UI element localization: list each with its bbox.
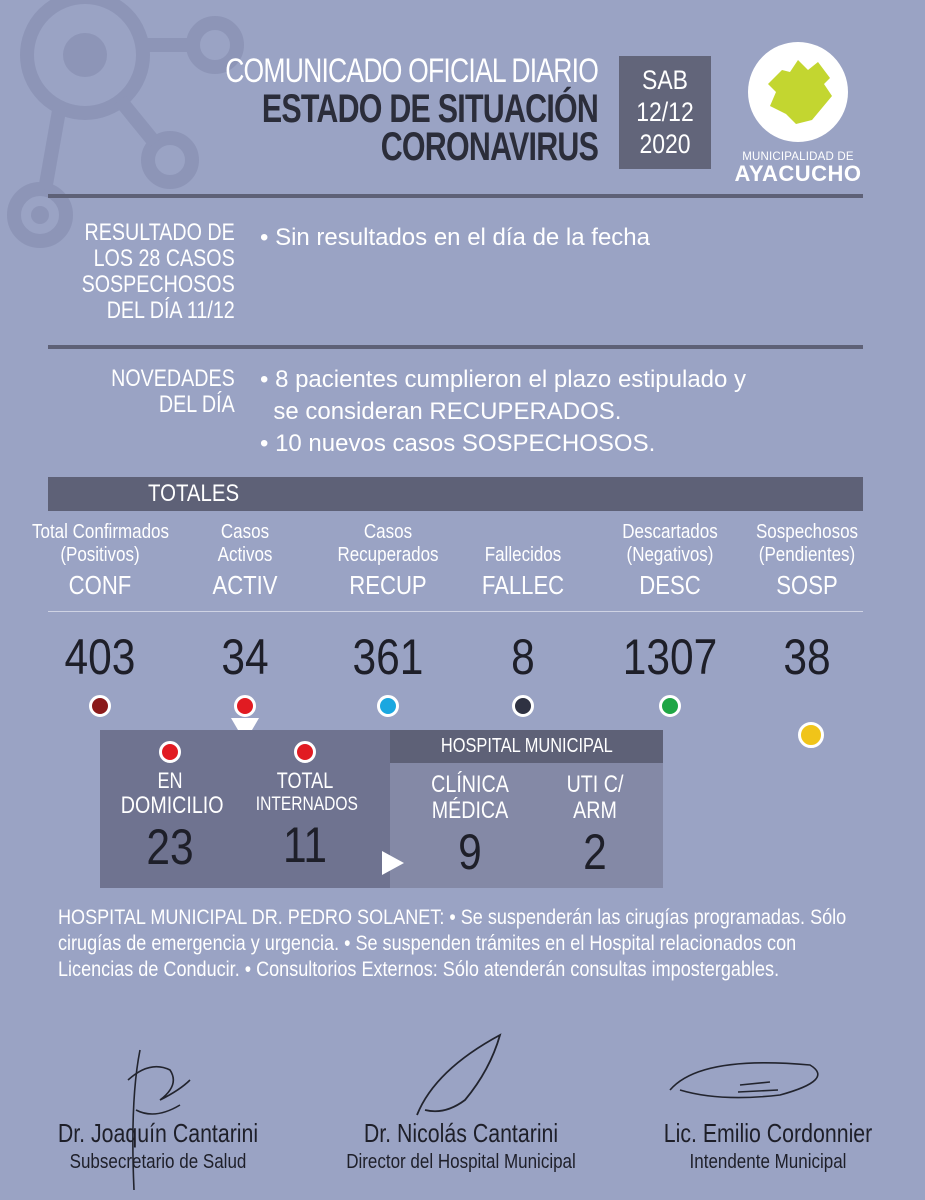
hospital-note: [58, 905, 868, 983]
hospitalized-cases: [245, 741, 365, 873]
status-dot-icon: [234, 695, 256, 717]
note-line: Licencias de Conducir. • Consultorios Externos: Sólo atenderán consultas impostergables.: [58, 958, 780, 981]
column-label-2: Fallecidos: [484, 544, 562, 566]
logo-emblem-icon: [746, 40, 850, 144]
total-column-sosp: [727, 521, 887, 685]
logo-text-1: MUNICIPALIDAD DE: [742, 151, 854, 163]
red-dot-icon: [159, 741, 181, 763]
hospital-header: [390, 730, 663, 763]
note-line: cirugías de emergencia y urgencia. • Se suspenden trámites en el Hospital relacionados con: [58, 932, 797, 955]
total-column-desc: [590, 521, 750, 717]
home-label-1: EN: [157, 768, 183, 793]
total-column-conf: [20, 521, 180, 717]
signatory-name: Dr. Joaquín Cantarini: [57, 1118, 259, 1148]
news-item: • 10 nuevos casos SOSPECHOSOS.: [260, 430, 656, 457]
home-label-2: DOMICILIO: [120, 792, 224, 819]
column-value: 1307: [622, 629, 718, 685]
icu-value: 2: [583, 824, 607, 880]
sosp-dot-icon: [798, 722, 824, 748]
total-column-activ: [165, 521, 325, 717]
clinic-label-2: MÉDICA: [431, 797, 509, 824]
clinic-cases: [410, 772, 530, 880]
column-label-1: Sospechosos: [755, 521, 859, 543]
column-label-2: Activos: [217, 544, 273, 566]
signature-scribble-2: [405, 1030, 515, 1120]
signature-3: [618, 1118, 918, 1176]
divider-1: [48, 194, 863, 198]
total-column-fallec: [443, 521, 603, 717]
column-value: 34: [221, 629, 269, 685]
icu-cases: [535, 772, 655, 880]
hospitalized-label-2: INTERNADOS: [255, 794, 358, 815]
signatory-name: Dr. Nicolás Cantarini: [363, 1118, 559, 1148]
clinic-label-1: CLÍNICA: [431, 771, 509, 798]
divider-2: [48, 345, 863, 349]
column-value: 8: [511, 629, 535, 685]
header-line-2: ESTADO DE SITUACIÓN: [261, 87, 598, 131]
results-body: [260, 222, 650, 254]
news-body: [260, 364, 746, 460]
column-code: SOSP: [776, 570, 838, 600]
signatory-name: Lic. Emilio Cordonnier: [663, 1118, 873, 1148]
news-label-line: DEL DÍA: [159, 391, 235, 418]
home-value: 23: [146, 819, 194, 875]
arrow-right-icon: [382, 851, 404, 875]
results-label-line: SOSPECHOSOS: [81, 271, 235, 298]
date-day: SAB: [642, 65, 688, 95]
column-code: FALLEC: [481, 570, 565, 600]
header-line-3: CORONAVIRUS: [380, 125, 598, 169]
note-line: HOSPITAL MUNICIPAL DR. PEDRO SOLANET: • Se suspenderán las cirugías programadas. Sólo: [58, 906, 847, 929]
status-dot-icon: [512, 695, 534, 717]
totals-bar: [48, 477, 863, 511]
results-label-line: DEL DÍA 11/12: [107, 297, 235, 324]
column-value: 361: [352, 629, 424, 685]
news-label-line: NOVEDADES: [111, 365, 235, 392]
signatory-role: Subsecretario de Salud: [69, 1151, 247, 1173]
column-label-1: Descartados: [622, 521, 718, 543]
date-daymonth: 12/12: [636, 97, 694, 127]
signatory-role: Director del Hospital Municipal: [346, 1151, 576, 1173]
column-value: 403: [64, 629, 136, 685]
signature-scribble-3: [660, 1050, 840, 1110]
column-code: CONF: [68, 570, 132, 600]
header-title-block: [120, 52, 598, 169]
column-code: DESC: [639, 570, 701, 600]
results-label-line: LOS 28 CASOS: [93, 245, 235, 272]
hospitalized-label-1: TOTAL: [276, 768, 334, 793]
status-dot-icon: [89, 695, 111, 717]
icu-label-1: UTI C/: [566, 771, 624, 798]
signature-1: [8, 1118, 308, 1176]
status-dot-icon: [659, 695, 681, 717]
icu-label-2: ARM: [573, 797, 617, 824]
column-code: RECUP: [349, 570, 427, 600]
totals-title: TOTALES: [148, 480, 240, 507]
news-label: [84, 366, 235, 418]
column-label-1: Total Confirmados: [32, 521, 170, 543]
hospitalized-value: 11: [282, 817, 328, 873]
column-label-1: Casos: [220, 521, 270, 543]
results-item: • Sin resultados en el día de la fecha: [260, 224, 650, 251]
results-label: [48, 220, 235, 324]
news-item: • 8 pacientes cumplieron el plazo estipulado y: [260, 366, 747, 393]
signature-2: [311, 1118, 611, 1176]
clinic-value: 9: [458, 824, 482, 880]
news-item: se consideran RECUPERADOS.: [260, 398, 622, 425]
column-label-2: (Negativos): [626, 544, 714, 566]
header-line-1: COMUNICADO OFICIAL DIARIO: [225, 52, 598, 90]
red-dot-icon: [294, 741, 316, 763]
column-label-1: [455, 521, 591, 544]
home-cases: [110, 741, 230, 875]
column-value: 38: [783, 629, 831, 685]
column-label-1: Casos: [363, 521, 413, 543]
date-box: [619, 56, 711, 169]
column-label-2: (Positivos): [60, 544, 140, 566]
results-label-line: RESULTADO DE: [84, 219, 235, 246]
column-code: ACTIV: [212, 570, 278, 600]
hospital-title: HOSPITAL MUNICIPAL: [440, 735, 613, 757]
municipality-logo: [728, 40, 868, 186]
signatory-role: Intendente Municipal: [689, 1151, 847, 1173]
status-dot-icon: [377, 695, 399, 717]
column-label-2: Recuperados: [337, 544, 439, 566]
column-label-2: (Pendientes): [758, 544, 856, 566]
logo-text-2: AYACUCHO: [734, 161, 862, 186]
date-year: 2020: [639, 129, 691, 159]
thin-divider: [48, 611, 863, 612]
